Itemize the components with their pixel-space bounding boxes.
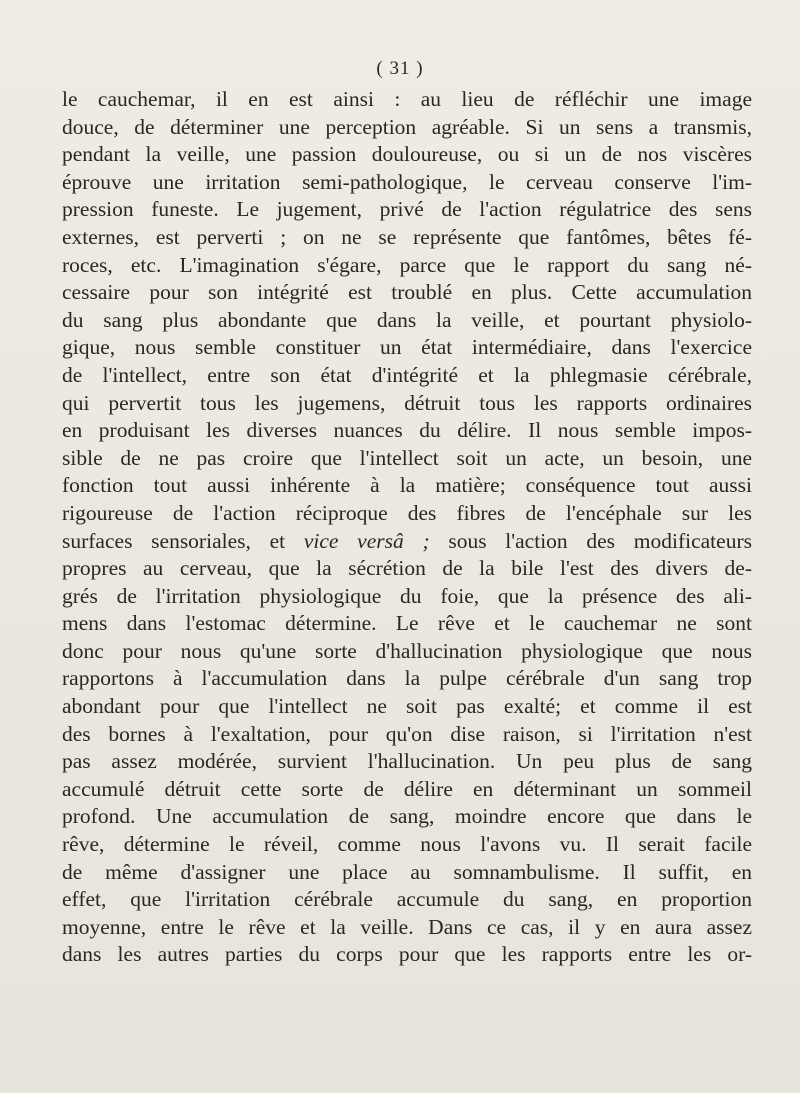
text-line-21: donc pour nous qu'une sorte d'hallucination physiologique que nous: [62, 638, 752, 663]
text-line-15: fonction tout aussi inhérente à la matière; conséquence tout aussi: [62, 473, 752, 498]
text-line-31: moyenne, entre le rêve et la veille. Dans ce cas, il y en aura assez: [62, 914, 752, 939]
text-line-3: pendant la veille, une passion douloureuse, ou si un de nos viscères: [62, 142, 752, 167]
text-line-28: rêve, détermine le réveil, comme nous l'avons vu. Il serait facile: [62, 832, 752, 857]
text-line-2: douce, de déterminer une perception agréable. Si un sens a transmis,: [62, 114, 752, 139]
text-line-9: du sang plus abondante que dans la veille, et pourtant physiolo-: [62, 307, 752, 332]
body-text: [62, 86, 752, 969]
text-line-11: de l'intellect, entre son état d'intégrité et la phlegmasie cérébrale,: [62, 362, 752, 387]
text-line-29: de même d'assigner une place au somnambulisme. Il suffit, en: [62, 859, 752, 884]
text-line-14: sible de ne pas croire que l'intellect soit un acte, un besoin, une: [62, 445, 752, 470]
text-line-6: externes, est perverti ; on ne se représente que fantômes, bêtes fé-: [62, 224, 752, 249]
text-line-12: qui pervertit tous les jugemens, détruit tous les rapports ordinaires: [62, 390, 752, 415]
text-line-7: roces, etc. L'imagination s'égare, parce que le rapport du sang né-: [62, 252, 752, 277]
text-line-30: effet, que l'irritation cérébrale accumule du sang, en proportion: [62, 887, 752, 912]
text-line-4: éprouve une irritation semi-pathologique, le cerveau conserve l'im-: [62, 169, 752, 194]
text-line-27: profond. Une accumulation de sang, moindre encore que dans le: [62, 804, 752, 829]
text-line-17-before: surfaces sensoriales, et: [62, 528, 304, 553]
text-line-10: gique, nous semble constituer un état intermédiaire, dans l'exercice: [62, 335, 752, 360]
text-line-25: pas assez modérée, survient l'hallucination. Un peu plus de sang: [62, 749, 752, 774]
text-line-5: pression funeste. Le jugement, privé de l'action régulatrice des sens: [62, 197, 752, 222]
text-line-23: abondant pour que l'intellect ne soit pas exalté; et comme il est: [62, 694, 752, 719]
text-line-26: accumulé détruit cette sorte de délire en déterminant un sommeil: [62, 776, 752, 801]
page-number: ( 31 ): [376, 58, 424, 79]
text-line-1: le cauchemar, il en est ainsi : au lieu de réfléchir une image: [62, 87, 752, 111]
text-line-8: cessaire pour son intégrité est troublé en plus. Cette accumulation: [62, 280, 752, 305]
text-line-22: rapportons à l'accumulation dans la pulpe cérébrale d'un sang trop: [62, 666, 752, 691]
text-line-20: mens dans l'estomac détermine. Le rêve et le cauchemar ne sont: [62, 611, 752, 636]
text-line-24: des bornes à l'exaltation, pour qu'on dise raison, si l'irritation n'est: [62, 721, 752, 746]
text-line-19: grés de l'irritation physiologique du foie, que la présence des ali-: [62, 583, 752, 608]
text-line-32: dans les autres parties du corps pour que les rapports entre les or-: [62, 942, 752, 967]
text-line-17-italic: vice versâ ;: [303, 528, 430, 553]
text-line-17: [62, 528, 752, 556]
text-line-16: rigoureuse de l'action réciproque des fibres de l'encéphale sur les: [62, 500, 752, 525]
text-line-17-after: sous l'action des modificateurs: [429, 528, 752, 553]
text-line-18: propres au cerveau, que la sécrétion de la bile l'est des divers de-: [62, 556, 752, 581]
text-line-13: en produisant les diverses nuances du délire. Il nous semble impos-: [62, 418, 752, 443]
